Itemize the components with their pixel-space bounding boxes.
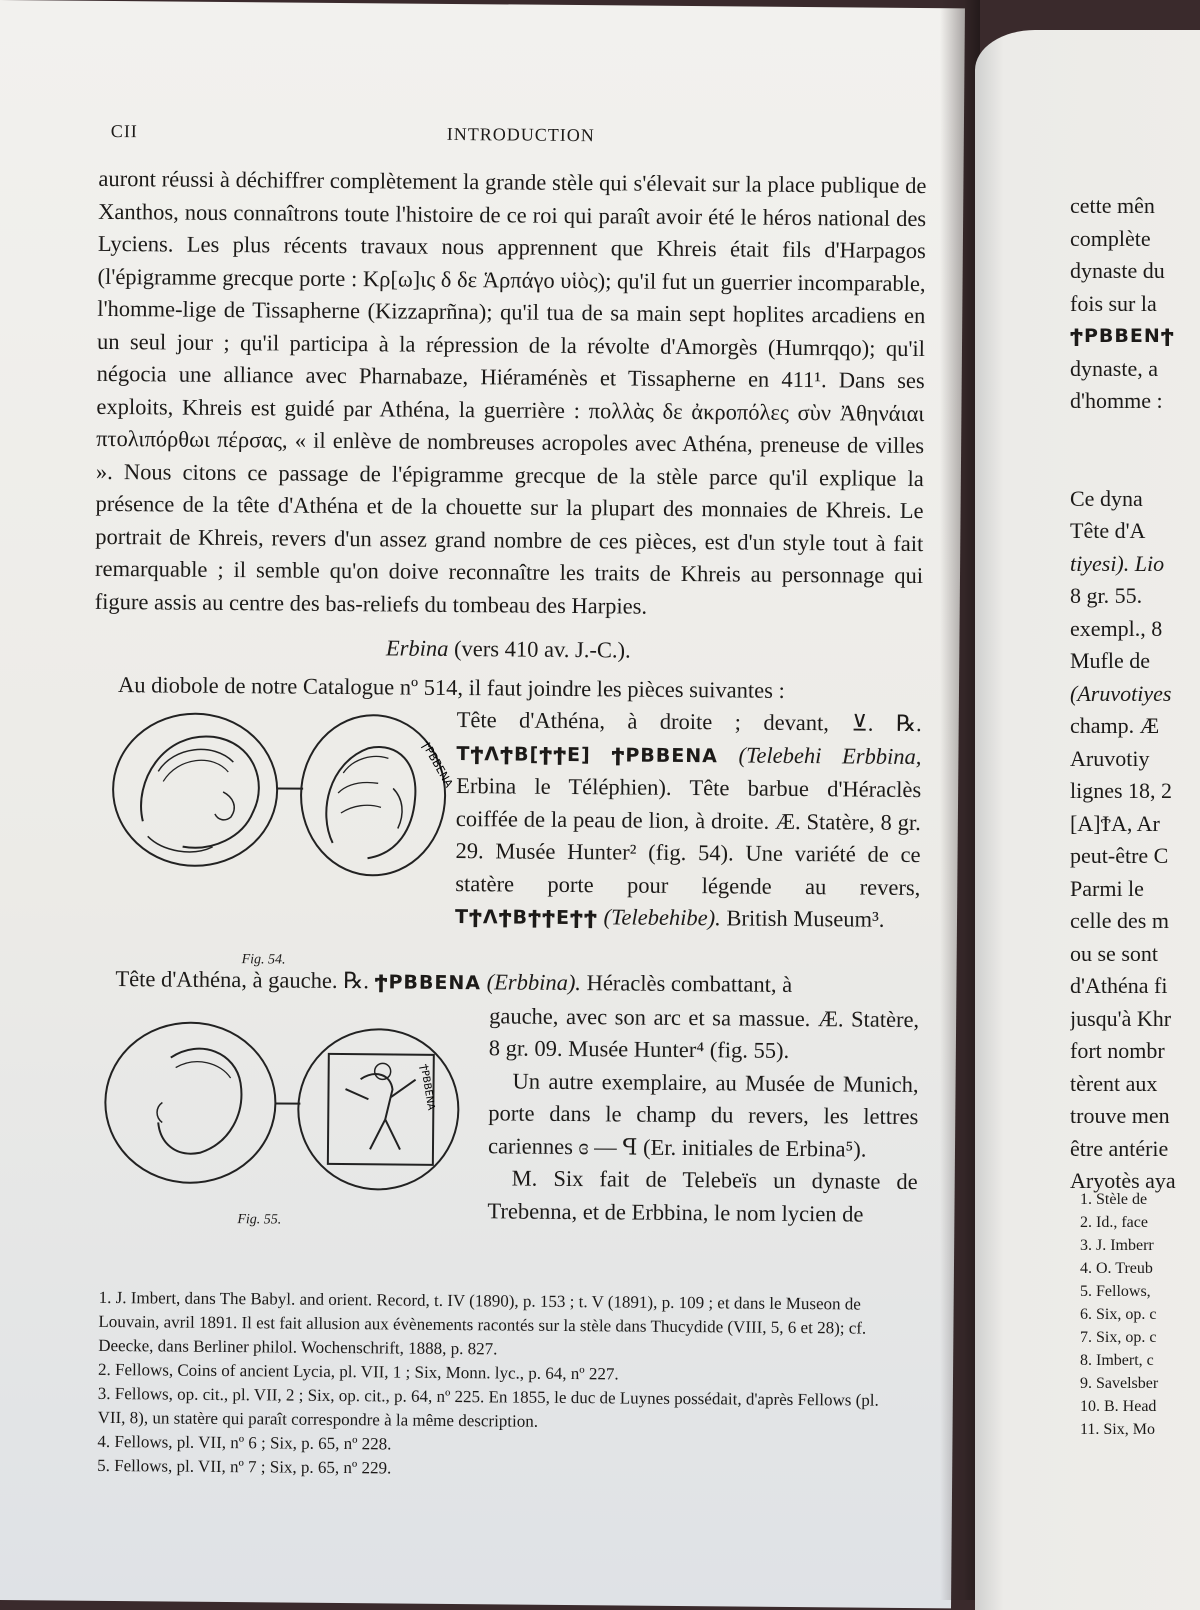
fig54-block <box>92 701 922 970</box>
fig55-text-rest: gauche, avec son arc et sa massue. Æ. Statère, 8 gr. 09. Musée Hunter⁴ (fig. 55). <box>489 1000 920 1069</box>
right-line: d'Athéna fi <box>1070 970 1200 1003</box>
right-note: 11. Six, Mo <box>1080 1418 1200 1441</box>
right-line: [A]ϮA, Ar <box>1070 808 1200 841</box>
right-note: 5. Fellows, <box>1080 1280 1200 1303</box>
right-line: Tête d'A <box>1070 515 1200 548</box>
fig55-para2: Un autre exemplaire, au Musée de Munich, porte dans le champ du revers, les lettres cariennes ɞ — ꟼ (Er. initiales de Erbina⁵). <box>488 1065 919 1166</box>
section-heading-date: (vers 410 av. J.-C.). <box>454 636 631 663</box>
page-title: INTRODUCTION <box>111 121 931 149</box>
fig54-coin-inscription: ϮPBBENA <box>419 739 456 790</box>
right-note: 8. Imbert, c <box>1080 1349 1200 1372</box>
page-header <box>111 121 931 158</box>
right-line: dynaste, a <box>1070 353 1200 386</box>
right-line: ou se sont <box>1070 938 1200 971</box>
footnote-3: 3. Fellows, op. cit., pl. VII, 2 ; Six, op. cit., p. 64, nº 225. En 1855, le duc de Luynes possédait, d'après Fellows (pl. VII, 8), un statère qui paraît correspondre à la même description. <box>98 1382 898 1437</box>
fig54-legend2: ϮPBBENA <box>611 744 718 767</box>
fig54-description <box>455 704 922 938</box>
footnotes <box>97 1286 899 1485</box>
right-line: dynaste du <box>1070 255 1200 288</box>
paragraph-khreis: auront réussi à déchiffrer complètement la grande stèle qui s'élevait sur la place publique de Xanthos, nous connaîtrons toute l'histoire de ce roi qui paraît avoir été le héros national des Lyciens. Les plus récents travaux nous apprennent que Khreis était fils d'Harpagos (l'épigramme grecque porte : Κρ[ω]ις δ δε Ἁρπάγο υἱὸς); qu'il fut un guerrier incomparable, l'homme-lige de Tissapherne (Kizzaprñna); qu'il tua de sa main sept hoplites arcadiens en un seul jour ; qu'il participa à la répression de la révolte d'Amorgès (Humrqqo); qu'il négocia une alliance avec Pharnabaze, Hiéraménès et Tissapherne en 411¹. Dans ses exploits, Khreis est guidé par Athéna, la guerrière : πολλὰς δε ἀκροπόλες σὺν Ἀθηνάιαι πτολιπόρθωι πέρσας, « il enlève de nombreuses acropoles avec Athéna, preneuse de villes ». Nous citons ce passage de l'épigramme grecque de la stèle parce qu'il explique la présence de la tête d'Athéna et de la chouette sur la plupart des monnaies de Khreis. Le portrait de Khreis, revers d'un assez grand nombre de ces pièces, est d'un style tout à fait remarquable ; il semble qu'on doive reconnaître les traits de Khreis au personnage qui figure assis au centre des bas-reliefs du tombeau des Harpies. <box>95 163 927 625</box>
fig54-text-mid: Erbina le Téléphien). Tête barbue d'Héraclès coiffée de la peau de lion, à droite. Æ. Statère, 8 gr. 29. Musée Hunter² (fig. 54). Une variété de ce statère porte pour légende au revers, <box>455 773 921 900</box>
right-line: d'homme : <box>1070 385 1200 418</box>
footnote-5: 5. Fellows, pl. VII, nº 7 ; Six, p. 65, nº 229. <box>97 1454 897 1485</box>
right-line: champ. Æ <box>1070 710 1200 743</box>
intro-line: Au diobole de notre Catalogue nº 514, il faut joindre les pièces suivantes : <box>94 668 922 708</box>
fig55-line-start: Tête d'Athéna, à gauche. ℞. <box>115 966 369 993</box>
right-line: trouve men <box>1070 1100 1200 1133</box>
section-heading-name: Erbina <box>386 635 449 661</box>
right-line: jusqu'à Khr <box>1070 1003 1200 1036</box>
fig55-caption: Fig. 55. <box>237 1204 281 1237</box>
right-line: cette mên <box>1070 190 1200 223</box>
right-line: Mufle de <box>1070 645 1200 678</box>
right-line: fort nombr <box>1070 1035 1200 1068</box>
fig54-transl1: (Telebehi Erbbina, <box>738 742 921 769</box>
right-line: peut-être C <box>1070 840 1200 873</box>
book-gutter <box>940 0 980 1600</box>
right-note: 2. Id., face <box>1080 1211 1200 1234</box>
fig55-line-mid: Héraclès combattant, à <box>587 970 793 997</box>
right-line: complète <box>1070 223 1200 256</box>
fig54-text-end: British Museum³. <box>726 905 884 931</box>
right-line: 8 gr. 55. <box>1070 580 1200 613</box>
right-line: lignes 18, 2 <box>1070 775 1200 808</box>
fig55-coin-illustration <box>99 1006 471 1239</box>
fig54-legend3: TϮΛϮBϮϮEϮϮ <box>455 906 598 929</box>
right-line: tèrent aux <box>1070 1068 1200 1101</box>
right-note: 10. B. Head <box>1080 1395 1200 1418</box>
right-note: 7. Six, op. c <box>1080 1326 1200 1349</box>
right-page-text <box>1070 190 1200 1198</box>
page-number: CII <box>111 121 138 142</box>
right-line: ϮPBBENϮ <box>1070 320 1200 353</box>
right-line: celle des m <box>1070 905 1200 938</box>
right-line: Parmi le <box>1070 873 1200 906</box>
right-line <box>1070 418 1200 451</box>
right-line: exempl., 8 <box>1070 613 1200 646</box>
right-line: Ce dyna <box>1070 483 1200 516</box>
section-heading <box>94 630 922 670</box>
right-note: 4. O. Treub <box>1080 1257 1200 1280</box>
right-note: 6. Six, op. c <box>1080 1303 1200 1326</box>
fig55-block <box>89 996 919 1233</box>
fig55-para3: M. Six fait de Telebeïs un dynaste de Trebenna, et de Erbbina, le nom lycien de <box>487 1162 918 1231</box>
right-line: être antérie <box>1070 1133 1200 1166</box>
right-line: Aruvotiy <box>1070 743 1200 776</box>
right-line <box>1070 450 1200 483</box>
footnote-4: 4. Fellows, pl. VII, nº 6 ; Six, p. 65, nº 228. <box>97 1430 897 1461</box>
main-text <box>89 163 926 1234</box>
fig55-coin-inscription: ϮPBBENA <box>418 1063 437 1111</box>
right-line: (Aruvotiyes <box>1070 678 1200 711</box>
fig54-text-start: Tête d'Athéna, à droite ; devant, ⊻. ℞. <box>457 707 922 736</box>
right-note: 3. J. Imberr <box>1080 1234 1200 1257</box>
footnote-2: 2. Fellows, Coins of ancient Lycia, pl. VII, 1 ; Six, Monn. lyc., p. 64, nº 227. <box>98 1358 898 1389</box>
fig54-caption: Fig. 54. <box>241 944 285 977</box>
right-page-footnotes <box>1080 1188 1200 1441</box>
right-note: 1. Stèle de <box>1080 1188 1200 1211</box>
fig55-transl: (Erbbina). <box>487 969 582 995</box>
right-line: fois sur la <box>1070 288 1200 321</box>
fig55-description <box>487 1000 919 1231</box>
footnote-1: 1. J. Imbert, dans The Babyl. and orient. Record, t. IV (1890), p. 153 ; t. V (1891), p. 109 ; et dans le Museon de Louvain, avril 1891. Il est fait allusion aux évènements racontés sur la stèle dans Thucydide (VIII, 5, 6 et 28); cf. Deecke, dans Berliner philol. Wochenschrift, 1888, p. 827. <box>98 1286 899 1365</box>
fig54-legend1: TϮΛϮB[ϮϮE] <box>456 743 591 766</box>
fig54-coin-illustration <box>102 701 474 934</box>
right-note: 9. Savelsber <box>1080 1372 1200 1395</box>
right-line: Aryotès aya <box>1070 1165 1200 1198</box>
right-line: tiyesi). Lio <box>1070 548 1200 581</box>
fig55-legend: ϮPBBENA <box>374 971 481 994</box>
fig54-transl2: (Telebehibe). <box>603 904 720 930</box>
